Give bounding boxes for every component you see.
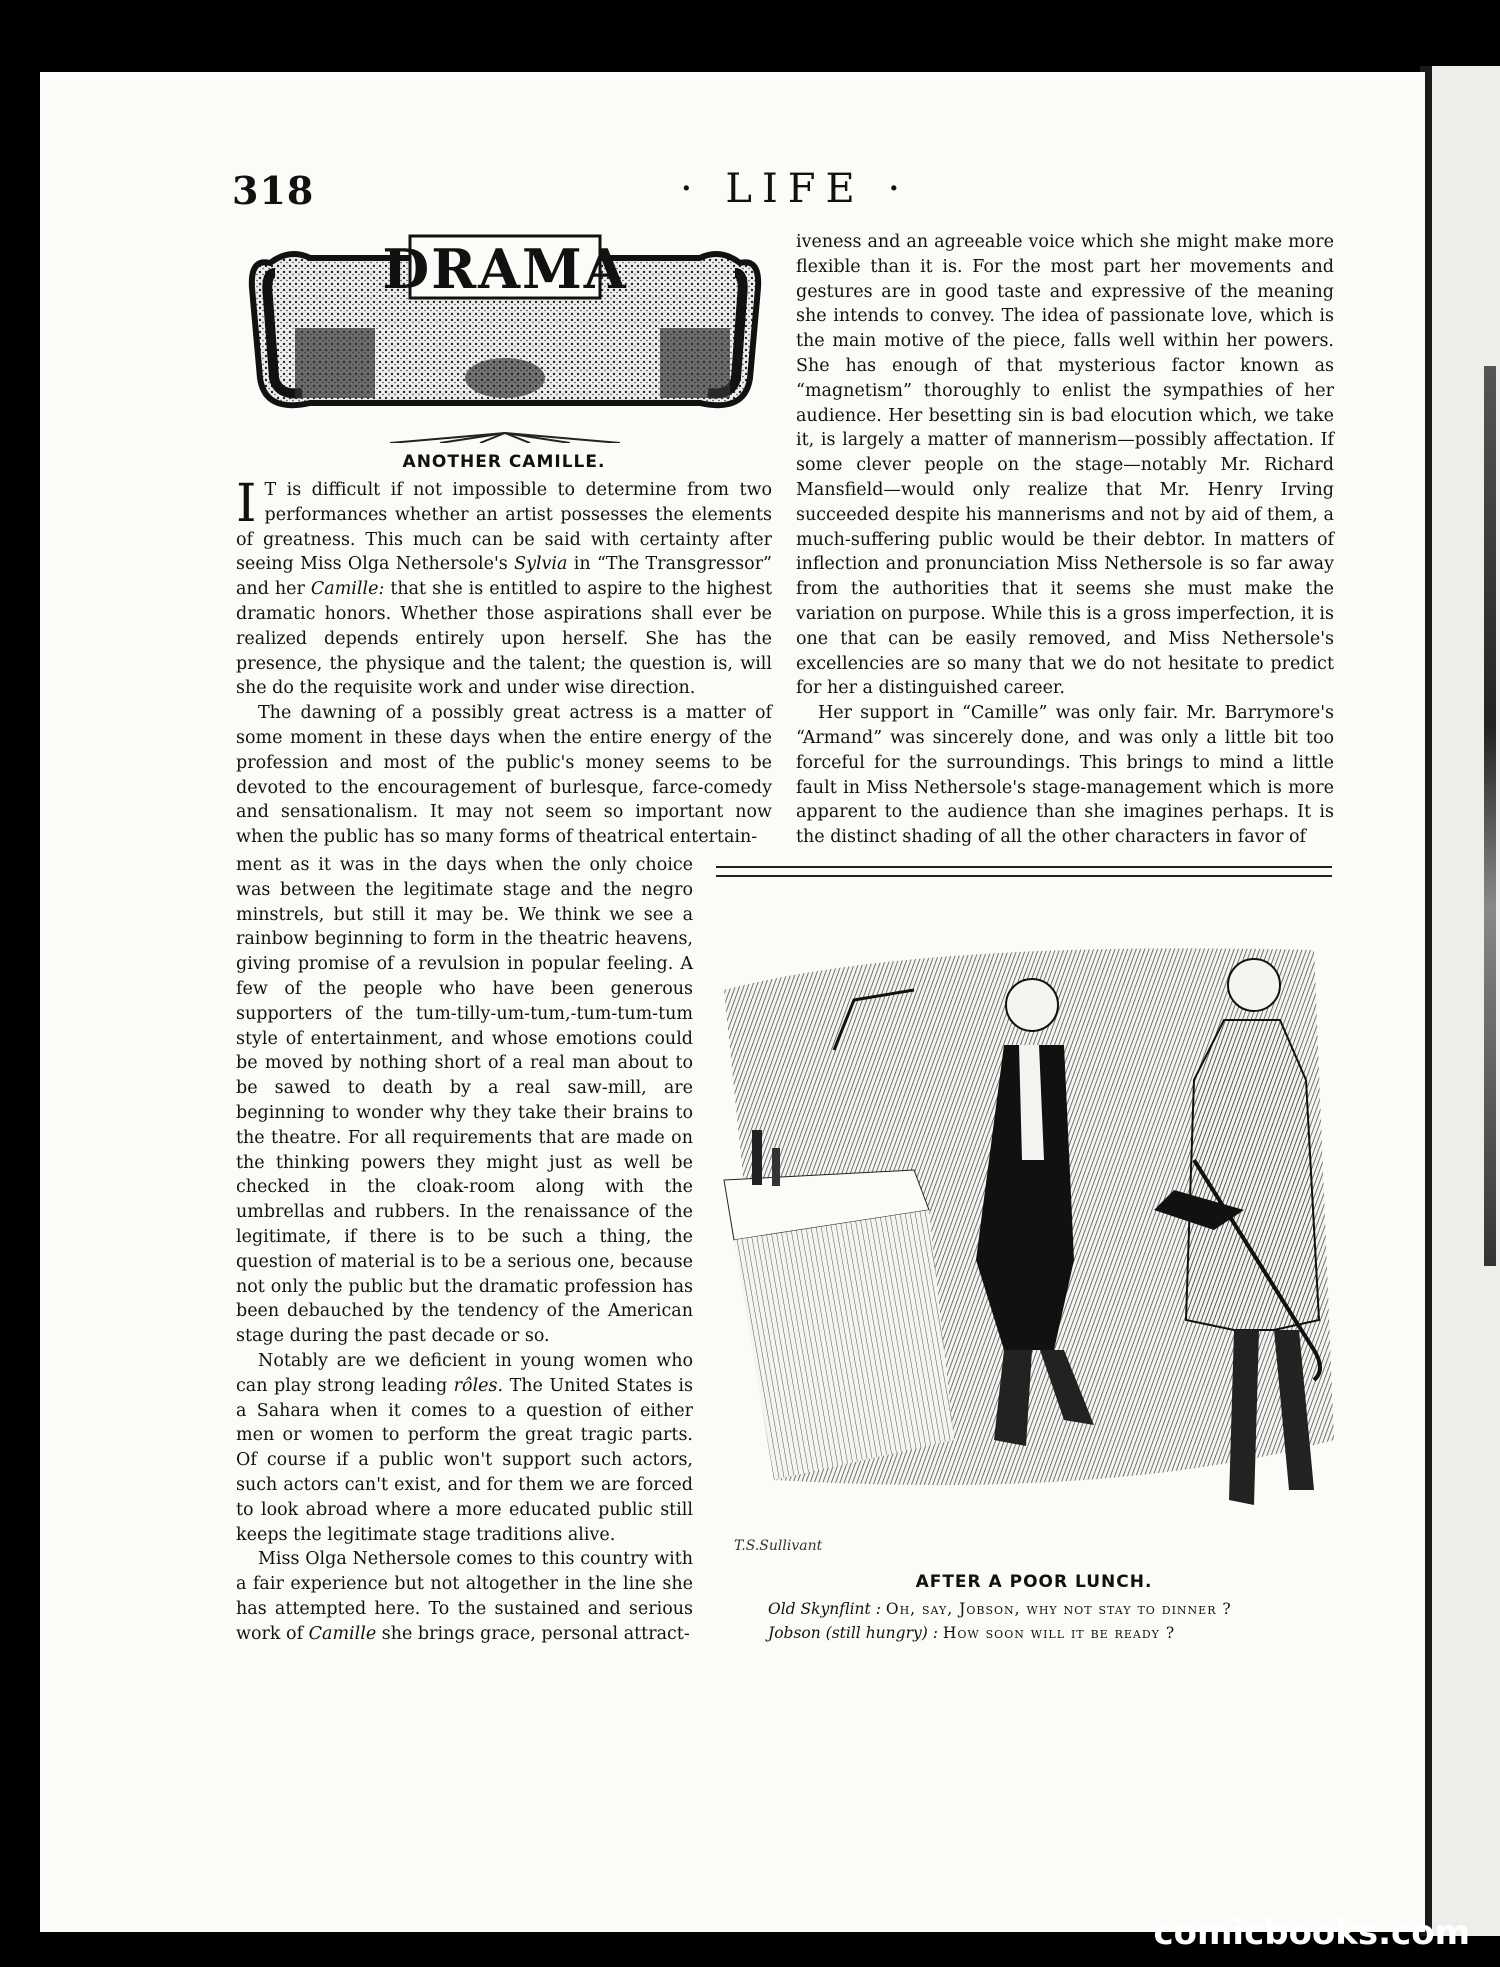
paragraph-1: I T is difficult if not impossible to determine from two performances whether an artist possesses the elements of greatness. This much can be said with certainty after seeing Miss Olga Nethersole's Sylvia in “The Transgressor” and her Camille: that she is entitled to aspire to the highest dramatic honors. Whether those aspirations shall ever be realized depends entirely upon herself. She has the presence, the physique and the talent; the question is, will she do the requisite work and under wise direction. <box>236 474 773 699</box>
article-column-left-lower <box>236 853 693 1647</box>
speaker-2: Jobson (still hungry) : <box>768 1624 938 1642</box>
paragraph-2-start: The dawning of a possibly great actress is a matter of some moment in these days when the entire energy of the profession and most of the public's money seems to be devoted to the encouragement of burlesque, farce-comedy and sensationalism. It may not seem so important now when the public has so many forms of theatrical entertain- <box>236 703 772 848</box>
dialogue-1: Oh, say, Jobson, why not stay to dinner ? <box>885 1600 1232 1618</box>
caption-line-2 <box>768 1624 1368 1642</box>
page-number: 318 <box>232 168 315 213</box>
speaker-1: Old Skynflint : <box>768 1600 881 1618</box>
cartoon-illustration <box>714 880 1354 1560</box>
watermark: comicbooks.com <box>1153 1913 1470 1953</box>
paragraph-4: Miss Olga Nethersole comes to this country with a fair experience but not altogether in the line she has attempted here. To the sustained and serious work of Camille she brings grace, personal attract- <box>236 1549 693 1644</box>
artist-signature: T.S.Sullivant <box>734 1538 823 1554</box>
paragraph-2-continued: ment as it was in the days when the only choice was between the legitimate stage and the negro minstrels, but still it may be. We think we see a rainbow beginning to form in the theatric heavens, giving promise of a revulsion in popular feeling. A few of the people who have been generous supporters of the tum-tilly-um-tum,-tum-tum-tum style of entertainment, and whose emotions could be moved by nothing short of a real man about to be sawed to death by a real saw-mill, are beginning to wonder why they take their brains to the theatre. For all requirements that are made on the thinking powers they might just as well be checked in the cloak-room along with the umbrellas and rubbers. In the renaissance of the legitimate, if there is to be such a thing, the question of material is to be a serious one, because not only the public but the dramatic profession has been debauched by the tendency of the American stage during the past decade or so. <box>236 855 693 1347</box>
dialogue-2: How soon will it be ready ? <box>942 1624 1176 1642</box>
paragraph-5: Her support in “Camille” was only fair. Mr. Barrymore's “Armand” was sincerely done, and was only a little bit too forceful for the surroundings. This brings to mind a little fault in Miss Nethersole's stage-management which is more apparent to the audience than she imagines perhaps. It is the distinct shading of all the other characters in favor of <box>796 703 1334 848</box>
banner-title: DRAMA <box>382 237 628 301</box>
drama-banner-illustration <box>240 228 770 443</box>
masthead: · LIFE · <box>680 166 911 212</box>
paragraph-3: Notably are we deficient in young women who can play strong leading rôles. The United States is a Sahara when it comes to a question of either men or women to perform the great tragic parts. Of course if a public won't support such actors, such actors can't exist, and for them we are forced to look abroad where a more educated public still keeps the legitimate stage traditions alive. <box>236 1350 693 1545</box>
paragraph-4-continued: iveness and an agreeable voice which she might make more flexible than it is. For the most part her movements and gestures are in good taste and expressive of the meaning she intends to convey. The idea of passionate love, which is the main motive of the piece, falls well within her powers. She has enough of that mysterious factor known as “magnetism” thoroughly to enlist the sympathies of her audience. Her besetting sin is bad elocution which, we take it, is largely a matter of mannerism—possibly affectation. If some clever people on the stage—notably Mr. Richard Mansfield—would only realize that Mr. Henry Irving succeeded despite his mannerisms and not by aid of them, a much-suffering public would be their debtor. In matters of inflection and pronunciation Miss Nethersole is so far away from the authorities that it seems she must make the variation on purpose. While this is a gross imperfection, it is one that can be easily removed, and Miss Nethersole's excellencies are so many that we do not hesitate to predict for her a distinguished career. <box>796 232 1334 699</box>
article-title: ANOTHER CAMILLE. <box>402 452 606 472</box>
cartoon-caption-title: AFTER A POOR LUNCH. <box>915 1572 1153 1592</box>
caption-line-1 <box>768 1600 1368 1618</box>
article-column-right <box>796 230 1334 850</box>
double-rule-divider <box>716 866 1332 877</box>
facing-page-edge <box>1432 66 1500 1936</box>
facing-page-artwork-edge <box>1484 366 1496 1266</box>
article-column-left-upper <box>236 474 773 850</box>
drop-cap: I <box>236 474 257 534</box>
